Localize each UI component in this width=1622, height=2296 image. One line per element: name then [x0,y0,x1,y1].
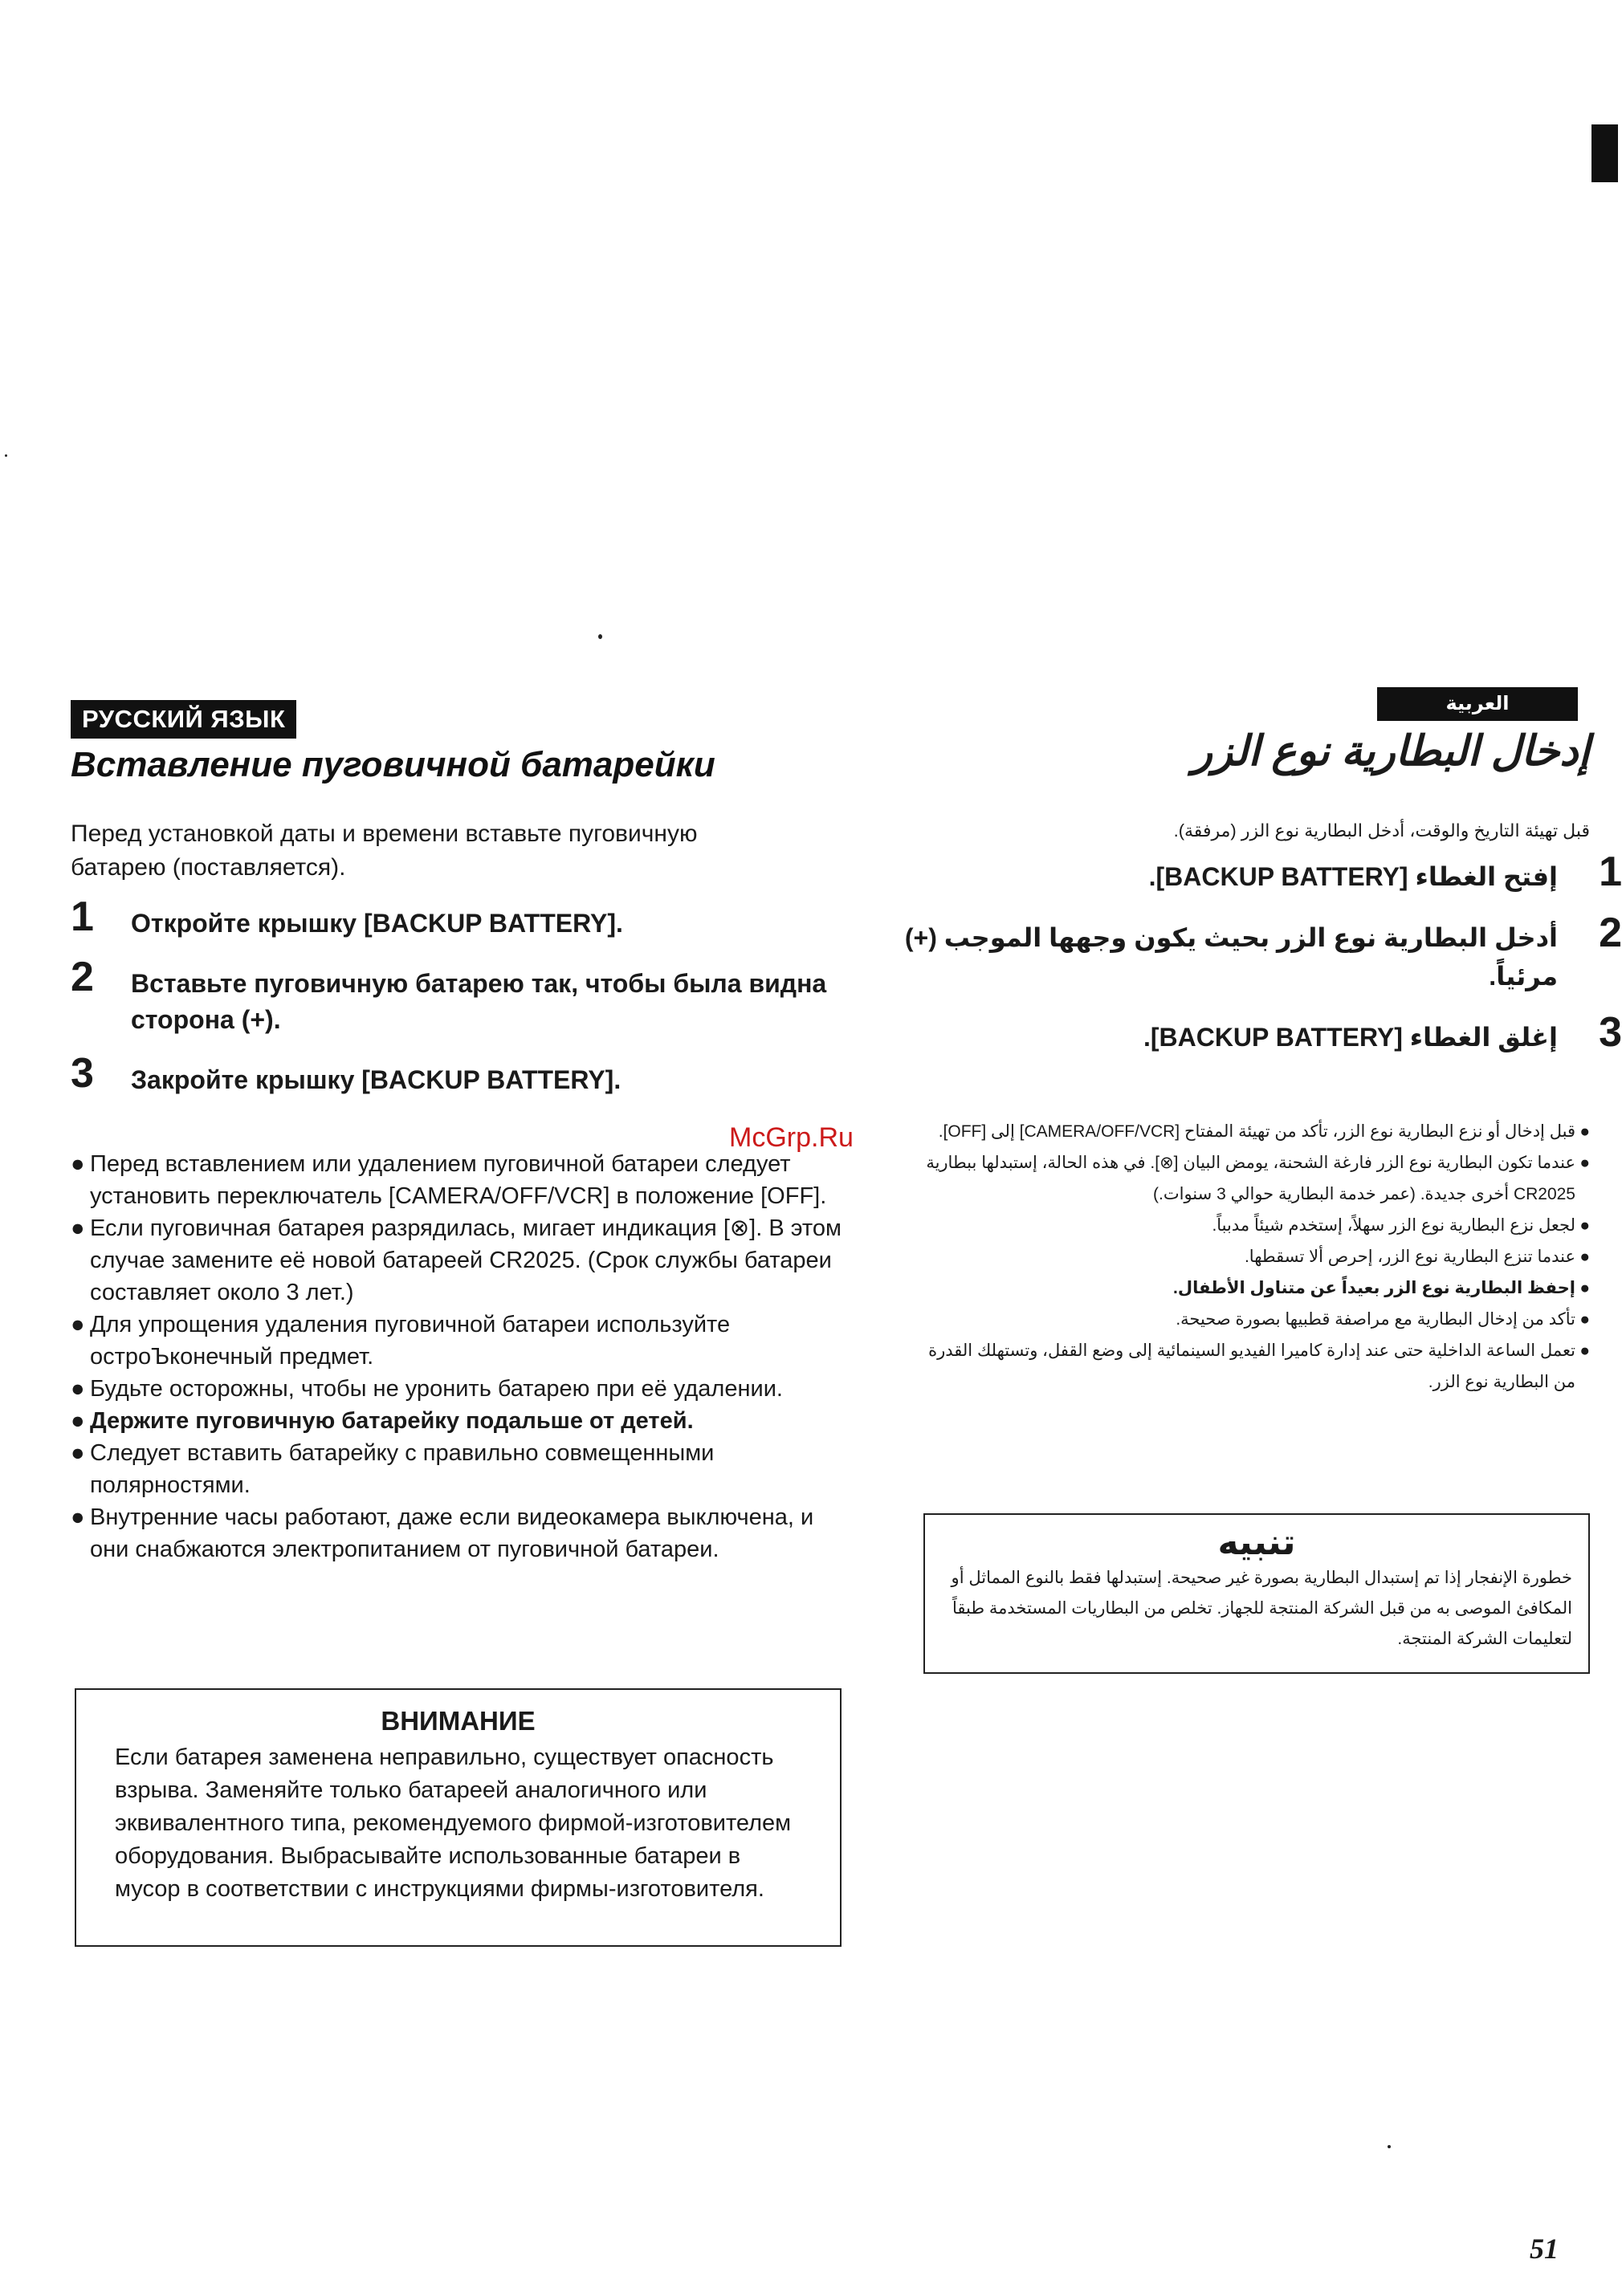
step-item [71,954,842,1038]
note-text: قبل إدخال أو نزع البطارية نوع الزر، تأكد من تهيئة المفتاح [CAMERA/OFF/VCR] إلى [OFF]. [938,1122,1575,1141]
warning-text: Если батарея заменена неправильно, существует опасность взрыва. Заменяйте только батареей аналогичного или эквивалентного типа, рекомендуемого фирмой-изготовителем оборудования. Выбрасывайте использованные батареи в мусор в соответствии с инструкциями фирмы-изготовителя. [115,1744,792,1902]
caution-text: خطورة الإنفجار إذا تم إستبدال البطارية بصورة غير صحيحة. إستبدلها فقط بالنوع المماثل أو المكافئ الموصى به من قبل الشركة المنتجة للجهاز. تخلص من البطاريات المستخدمة طبقاً لتعليمات الشركة المنتجة. [951,1569,1572,1648]
step-number: 2 [1599,910,1622,956]
caution-box-arabic [923,1513,1590,1674]
note-item [71,1309,842,1373]
step-item [875,1009,1622,1056]
note-text: عندما تكون البطارية نوع الزر فارغة الشحنة، يومض البيان [⊗]. في هذه الحالة، إستبدلها ببطارية CR2025 أخرى جديدة. (عمر خدمة البطارية حوالي 3 سنوات.) [926,1154,1575,1203]
note-item [915,1210,1590,1241]
note-text: Будьте осторожны, чтобы не уронить батарею при её удалении. [90,1376,783,1402]
step-text: Откройте крышку [BACKUP BATTERY]. [131,909,623,938]
note-text: Внутренние часы работают, даже если видеокамера выключена, и они снабжаются электропитанием от пуговичной батареи. [90,1504,814,1562]
caution-title: تنبيه [1217,1523,1296,1562]
page-edge-tab [1591,124,1618,182]
step-text: Вставьте пуговичную батарею так, чтобы была видна сторона (+). [131,969,827,1034]
note-item [71,1405,842,1437]
warning-box-russian [75,1688,842,1947]
bullet-icon: ● [71,1440,85,1466]
step-number: 3 [71,1050,94,1097]
step-item [875,910,1622,995]
language-label-arabic: العربية [1377,687,1578,721]
step-item [71,894,842,942]
note-item [915,1335,1590,1398]
note-text: Для упрощения удаления пуговичной батареи используйте остроЪконечный предмет. [90,1312,731,1370]
note-text: تأكد من إدخال البطارية مع مراصفة قطبيها بصورة صحيحة. [1176,1310,1575,1329]
notes-list-russian [71,1148,842,1565]
step-text: Закройте крышку [BACKUP BATTERY]. [131,1065,621,1094]
section-title-arabic: إدخال البطارية نوع الزر [1192,728,1590,775]
step-number: 3 [1599,1009,1622,1056]
bullet-icon: ● [71,1504,85,1530]
note-item [915,1272,1590,1304]
bullet-icon: ● [1579,1154,1590,1172]
note-item [71,1212,842,1309]
note-text: Если пуговичная батарея разрядилась, мигает индикация [⊗]. В этом случае замените её новой батареей CR2025. (Срок службы батареи составляет около 3 лет.) [90,1215,842,1305]
intro-text-arabic: قبل تهيئة التاريخ والوقت، أدخل البطارية نوع الزر (مرفقة). [1173,820,1590,841]
notes-list-arabic [915,1116,1590,1398]
scan-speck [598,634,602,639]
page-number: 51 [1530,2233,1559,2265]
note-item [71,1148,842,1212]
bullet-icon: ● [1579,1248,1590,1266]
bullet-icon: ● [1579,1122,1590,1141]
note-text: Следует вставить батарейку с правильно совмещенными полярностями. [90,1440,715,1498]
bullet-icon: ● [71,1312,85,1337]
note-text: تعمل الساعة الداخلية حتى عند إدارة كاميرا الفيديو السينمائية إلى وضع القفل، وتستهلك القدرة من البطارية نوع الزر. [928,1341,1575,1391]
steps-list-arabic [875,849,1622,1079]
step-text: أدخل البطارية نوع الزر بحيث يكون وجهها الموجب (+) مرئياً. [904,923,1558,991]
step-number: 1 [71,894,94,940]
bullet-icon: ● [1579,1310,1590,1329]
note-text: عندما تنزع البطارية نوع الزر، إحرص ألا تسقطها. [1244,1248,1575,1266]
note-text: لجعل نزع البطارية نوع الزر سهلاً، إستخدم شيئاً مدبباً. [1212,1216,1575,1235]
note-item [71,1373,842,1405]
intro-text-russian: Перед установкой даты и времени вставьте пуговичную батарею (поставляется). [71,820,698,881]
bullet-icon: ● [71,1408,85,1434]
warning-title: ВНИМАНИЕ [381,1706,536,1736]
scan-speck [1388,2145,1391,2148]
note-text: Перед вставлением или удалением пуговичной батареи следует установить переключатель [CAMERA/OFF/VCR] в положение [OFF]. [90,1151,827,1209]
note-item [915,1147,1590,1210]
watermark: McGrp.Ru [729,1122,854,1153]
steps-list-russian [71,894,842,1122]
step-item [875,849,1622,896]
note-item [71,1437,842,1501]
step-text: إغلق الغطاء [BACKUP BATTERY]. [1143,1023,1558,1052]
step-text: إفتح الغطاء [BACKUP BATTERY]. [1148,862,1558,891]
note-text: إحفظ البطارية نوع الزر بعيداً عن متناول الأطفال. [1173,1279,1575,1297]
bullet-icon: ● [1579,1341,1590,1360]
bullet-icon: ● [71,1215,85,1241]
note-item [915,1241,1590,1272]
language-label-russian: РУССКИЙ ЯЗЫК [71,700,296,739]
section-title-russian: Вставление пуговичной батарейки [71,745,715,784]
note-text: Держите пуговичную батарейку подальше от детей. [90,1408,694,1434]
step-number: 2 [71,954,94,1000]
note-item [915,1116,1590,1147]
bullet-icon: ● [1579,1279,1590,1297]
step-item [71,1050,842,1098]
note-item [915,1304,1590,1335]
bullet-icon: ● [71,1376,85,1402]
scan-speck [5,454,7,457]
step-number: 1 [1599,849,1622,895]
bullet-icon: ● [1579,1216,1590,1235]
note-item [71,1501,842,1565]
bullet-icon: ● [71,1151,85,1177]
